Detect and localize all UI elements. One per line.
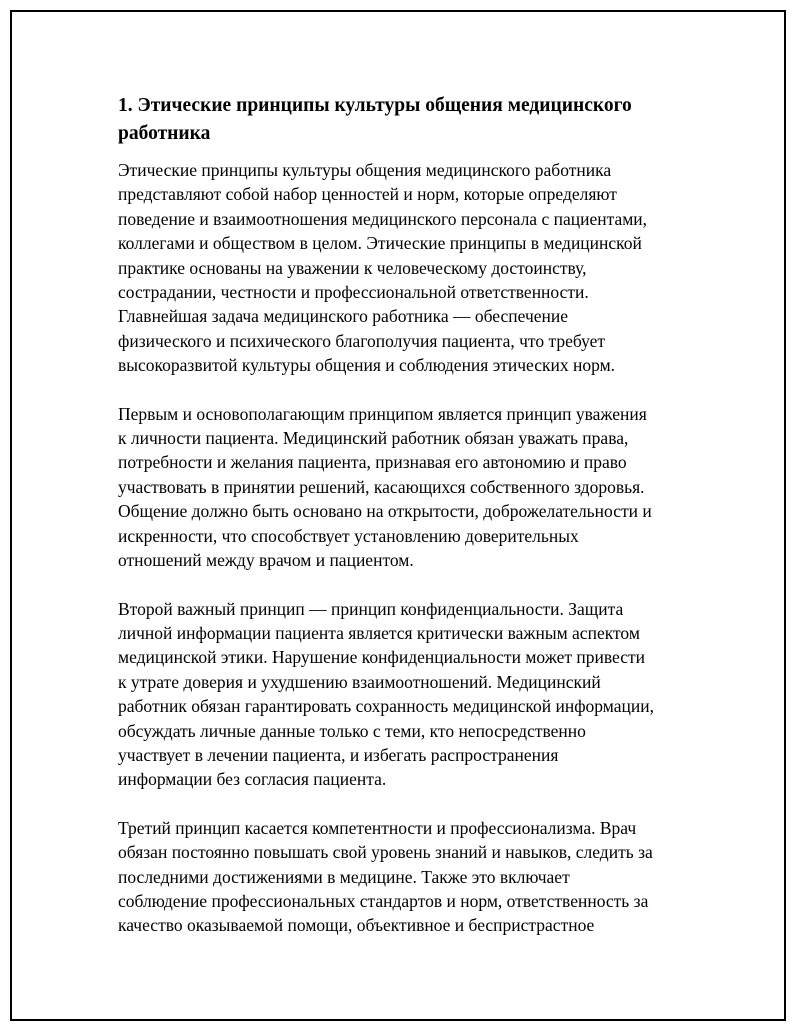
text-line: Общение должно быть основано на открытости, доброжелательности и xyxy=(118,501,652,522)
text-line: потребности и желания пациента, признавая его автономию и право xyxy=(118,452,627,473)
text-line: медицинской этики. Нарушение конфиденциальности может привести xyxy=(118,647,645,668)
text-line: коллегами и обществом в целом. Этические принципы в медицинской xyxy=(118,233,642,254)
paragraph-intro xyxy=(118,158,688,378)
text-line: Третий принцип касается компетентности и профессионализма. Врач xyxy=(118,817,637,838)
paragraph-competence xyxy=(118,816,688,938)
text-line: поведение и взаимоотношения медицинского персонала с пациентами, xyxy=(118,208,648,229)
text-line: отношений между врачом и пациентом. xyxy=(118,550,414,571)
text-line: представляют собой набор ценностей и норм, которые определяют xyxy=(118,184,617,205)
text-line: обсуждать личные данные только с теми, кто непосредственно xyxy=(118,720,586,741)
text-line: соблюдение профессиональных стандартов и норм, ответственность за xyxy=(118,890,649,911)
text-line: физического и психического благополучия пациента, что требует xyxy=(118,330,606,351)
text-line: к личности пациента. Медицинский работник обязан уважать права, xyxy=(118,428,629,449)
paragraph-confidentiality xyxy=(118,597,688,792)
text-line: высокоразвитой культуры общения и соблюдения этических норм. xyxy=(118,355,616,376)
text-line: качество оказываемой помощи, объективное и беспристрастное xyxy=(118,915,595,936)
text-line: информации без согласия пациента. xyxy=(118,769,387,790)
section-heading xyxy=(118,92,688,148)
text-line: искренности, что способствует установлению доверительных xyxy=(118,525,579,546)
heading-line: работника xyxy=(118,123,211,144)
text-line: Этические принципы культуры общения медицинского работника xyxy=(118,160,612,180)
text-line: Главнейшая задача медицинского работника — обеспечение xyxy=(118,306,569,327)
text-line: Первым и основополагающим принципом является принцип уважения xyxy=(118,403,647,424)
text-line: последними достижениями в медицине. Также это включает xyxy=(118,866,570,887)
text-line: обязан постоянно повышать свой уровень знаний и навыков, следить за xyxy=(118,842,653,863)
text-line: участвовать в принятии решений, касающихся собственного здоровья. xyxy=(118,476,645,497)
text-line: практике основаны на уважении к человеческому достоинству, xyxy=(118,257,587,278)
document-body xyxy=(118,92,688,962)
text-line: к утрате доверия и ухудшению взаимоотношений. Медицинский xyxy=(118,671,601,692)
text-line: Второй важный принцип — принцип конфиденциальности. Защита xyxy=(118,598,624,619)
text-line: участвует в лечении пациента, и избегать распространения xyxy=(118,744,559,765)
text-line: сострадании, честности и профессиональной ответственности. xyxy=(118,282,589,303)
paragraph-respect xyxy=(118,402,688,573)
text-line: работник обязан гарантировать сохранность медицинской информации, xyxy=(118,696,654,717)
heading-line: 1. Этические принципы культуры общения медицинского xyxy=(118,95,632,116)
text-line: личной информации пациента является критически важным аспектом xyxy=(118,622,640,643)
